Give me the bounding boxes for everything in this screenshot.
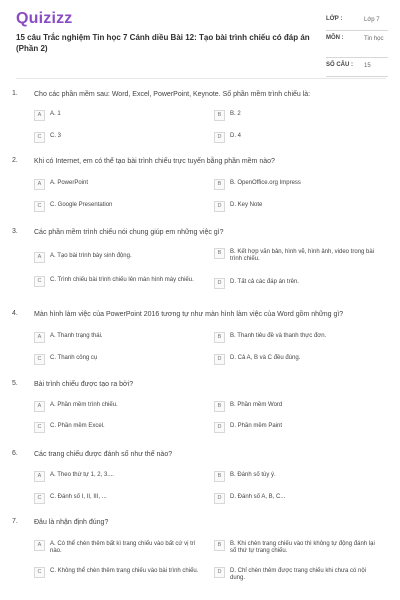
option-d-text: D. Đánh số A, B, C... (230, 494, 286, 500)
question-text: Khi có Internet, em có thể tạo bài trình chiếu trực tuyến bằng phần mềm nào? (34, 158, 275, 165)
option-b-box[interactable]: B (214, 401, 225, 412)
option-d-box[interactable]: D (214, 567, 225, 578)
option-b-box[interactable]: B (214, 248, 225, 259)
question-text: Các phần mềm trình chiếu nói chung giúp em những việc gì? (34, 229, 224, 236)
option-b-text: B. Đánh số tùy ý. (230, 472, 276, 478)
option-c-text: C. 3 (50, 133, 62, 139)
option-c-text: C. Google Presentation (50, 202, 113, 208)
option-c-text: C. Trình chiếu bài trình chiếu lên màn hình máy chiếu. (50, 277, 194, 283)
option-b-text: B. Thanh tiêu đề và thanh thực đơn. (230, 333, 327, 339)
option-d-box[interactable]: D (214, 132, 225, 143)
option-d-text: D. Tất cả các đáp án trên. (230, 279, 299, 285)
option-b-box[interactable]: B (214, 332, 225, 343)
option-d-box[interactable]: D (214, 278, 225, 289)
meta-count-label: SỐ CÂU : (326, 62, 353, 68)
meta-panel (326, 12, 388, 77)
question-number: 5. (12, 380, 18, 387)
option-b-text: B. Kết hợp văn bản, hình vẽ, hình ảnh, video trong bài trình chiếu. (230, 249, 375, 262)
option-a-box[interactable]: A (34, 401, 45, 412)
option-c-box[interactable]: C (34, 354, 45, 365)
option-b-box[interactable]: B (214, 110, 225, 121)
option-a-box[interactable]: A (34, 332, 45, 343)
option-a-box[interactable]: A (34, 540, 45, 551)
option-b-text: B. Phần mềm Word (230, 402, 283, 408)
question-text: Cho các phần mềm sau: Word, Excel, PowerPoint, Keynote. Số phần mềm trình chiếu là: (34, 91, 311, 98)
option-d-box[interactable]: D (214, 354, 225, 365)
option-d-text: D. Cả A, B và C đều đúng. (230, 355, 301, 361)
option-c-box[interactable]: C (34, 422, 45, 433)
question-number: 7. (12, 518, 18, 525)
option-d-box[interactable]: D (214, 493, 225, 504)
option-a-box[interactable]: A (34, 252, 45, 263)
option-a-text: A. Có thể chèn thêm bất kì trang chiếu vào bất cứ vị trí nào. (50, 541, 196, 554)
worksheet-title: 15 câu Trắc nghiệm Tin học 7 Cánh diều Bài 12: Tạo bài trình chiếu có đáp án (Phần 2) (16, 33, 310, 53)
option-c-box[interactable]: C (34, 201, 45, 212)
meta-subject-label: MÔN : (326, 35, 344, 41)
option-c-box[interactable]: C (34, 276, 45, 287)
option-a-text: A. 1 (50, 111, 61, 117)
question-number: 6. (12, 450, 18, 457)
option-b-text: B. 2 (230, 111, 241, 117)
option-b-text: B. Khi chèn trang chiếu vào thì không tự động đánh lại số thứ tự trang chiếu. (230, 541, 375, 554)
option-a-box[interactable]: A (34, 110, 45, 121)
option-a-text: A. PowerPoint (50, 180, 89, 186)
option-b-box[interactable]: B (214, 179, 225, 190)
option-c-box[interactable]: C (34, 567, 45, 578)
question-number: 3. (12, 228, 18, 235)
question-text: Đâu là nhận định đúng? (34, 519, 109, 526)
option-c-text: C. Không thể chèn thêm trang chiếu vào bài trình chiếu. (50, 568, 199, 574)
option-a-text: A. Tạo bài trình bày sinh động. (50, 253, 132, 259)
meta-count (326, 58, 388, 77)
meta-subject-value: Tin học (364, 36, 384, 42)
question-text: Các trang chiếu được đánh số như thế nào? (34, 451, 173, 458)
header-divider (16, 78, 386, 79)
option-d-text: D. Key Note (230, 202, 263, 208)
option-a-box[interactable]: A (34, 471, 45, 482)
header (0, 0, 400, 80)
option-a-text: A. Thanh trạng thái. (50, 333, 103, 339)
option-b-box[interactable]: B (214, 540, 225, 551)
question-text: Màn hình làm việc của PowerPoint 2016 tương tự như màn hình làm việc của Word gồm những gì? (34, 311, 344, 318)
question-number: 4. (12, 310, 18, 317)
question-number: 2. (12, 157, 18, 164)
meta-count-value: 15 (364, 63, 371, 69)
option-c-box[interactable]: C (34, 493, 45, 504)
question-text: Bài trình chiếu được tạo ra bởi? (34, 381, 134, 388)
option-c-text: C. Phần mềm Excel. (50, 423, 105, 429)
option-c-text: C. Thanh công cụ (50, 355, 98, 361)
quizizz-logo[interactable]: Quizizz (16, 10, 73, 27)
meta-grade-label: LỚP : (326, 16, 343, 22)
meta-grade (326, 12, 388, 31)
option-a-box[interactable]: A (34, 179, 45, 190)
meta-subject (326, 31, 388, 58)
option-d-box[interactable]: D (214, 201, 225, 212)
option-a-text: A. Phần mềm trình chiếu. (50, 402, 118, 408)
option-d-box[interactable]: D (214, 422, 225, 433)
question-number: 1. (12, 90, 18, 97)
option-c-text: C. Đánh số I, II, III, ... (50, 494, 107, 500)
option-c-box[interactable]: C (34, 132, 45, 143)
option-d-text: D. 4 (230, 133, 242, 139)
option-b-box[interactable]: B (214, 471, 225, 482)
meta-grade-value: Lớp 7 (364, 17, 380, 23)
option-d-text: D. Chỉ chèn thêm được trang chiếu khi chưa có nội dung. (230, 568, 367, 581)
option-a-text: A. Theo thứ tự 1, 2, 3.... (50, 472, 114, 478)
option-b-text: B. OpenOffice.org Impress (230, 180, 301, 186)
option-d-text: D. Phần mềm Paint (230, 423, 283, 429)
